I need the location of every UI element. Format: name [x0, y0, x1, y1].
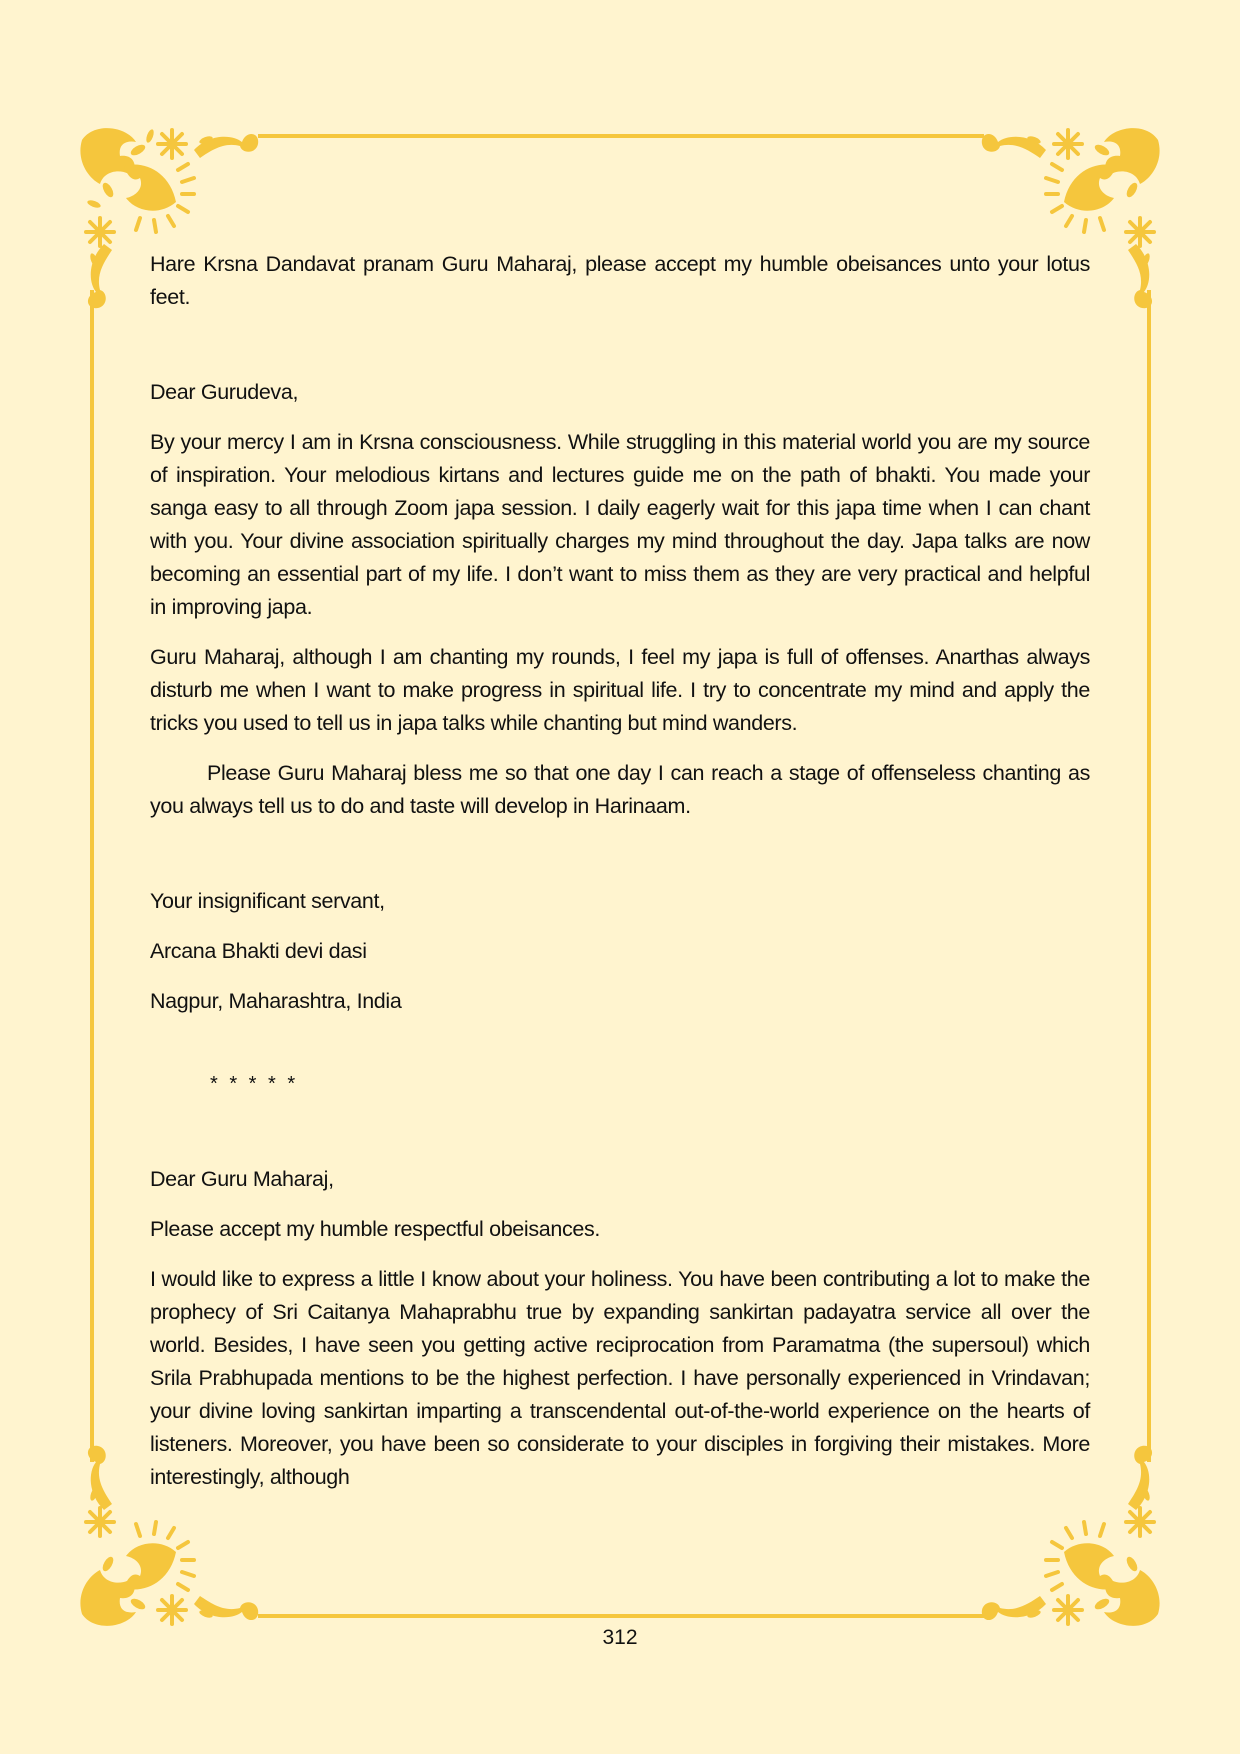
paragraph: Please Guru Maharaj bless me so that one day I can reach a stage of offenseless chanting as you always tell us to do and taste will develop in Harinaam. — [150, 761, 1090, 818]
opening-salutation: Hare Krsna Dandavat pranam Guru Maharaj, please accept my humble obeisances unto your lotus feet. — [150, 252, 1090, 309]
letter-2 — [150, 1163, 1090, 1494]
greeting: Dear Gurudeva, — [150, 380, 299, 404]
border-left-line — [90, 290, 94, 1462]
letter-body — [150, 248, 1090, 1494]
paragraph: I would like to express a little I know about your holiness. You have been contributing a lot to make the prophecy of Sri Caitanya Mahaprabhu true by expanding sankirtan padayatra service all over the world. Besides, I have seen you getting active reciprocation from Paramatma (the supersoul) which Srila Prabhupada mentions to be the highest perfection. I have personally experienced in Vrindavan; your divine loving sankirtan imparting a transcendental out-of-the-world experience on the hearts of listeners. Moreover, you have been so considerate to your disciples in forgiving their mistakes. More interestingly, although — [150, 1267, 1090, 1489]
opening-line: Please accept my humble respectful obeisances. — [150, 1217, 600, 1241]
paragraph: By your mercy I am in Krsna consciousness. While struggling in this material world you are my source of inspiration. Your melodious kirtans and lectures guide me on the path of bhakti. You made your sanga easy to all through Zoom japa session. I daily eagerly wait for this japa time when I can chant with you. Your divine association spiritually charges my mind throughout the day. Japa talks are now becoming an essential part of my life. I don’t want to miss them as they are very practical and helpful in improving japa. — [150, 430, 1090, 619]
paragraph: Guru Maharaj, although I am chanting my rounds, I feel my japa is full of offenses. Anarthas always disturb me when I want to make progress in spiritual life. I try to concentrate my mind and apply the tricks you used to tell us in japa talks while chanting but mind wanders. — [150, 645, 1090, 735]
closing: Your insignificant servant, — [150, 889, 385, 913]
border-right-line — [1147, 290, 1151, 1462]
signature: Arcana Bhakti devi dasi — [150, 939, 367, 963]
greeting: Dear Guru Maharaj, — [150, 1167, 334, 1191]
letter-1 — [150, 248, 1090, 1018]
location: Nagpur, Maharashtra, India — [150, 989, 402, 1013]
border-top-line — [258, 134, 984, 138]
section-separator: * * * * * — [210, 1073, 299, 1095]
border-bottom-line — [258, 1614, 984, 1618]
page-number: 312 — [602, 1626, 638, 1649]
